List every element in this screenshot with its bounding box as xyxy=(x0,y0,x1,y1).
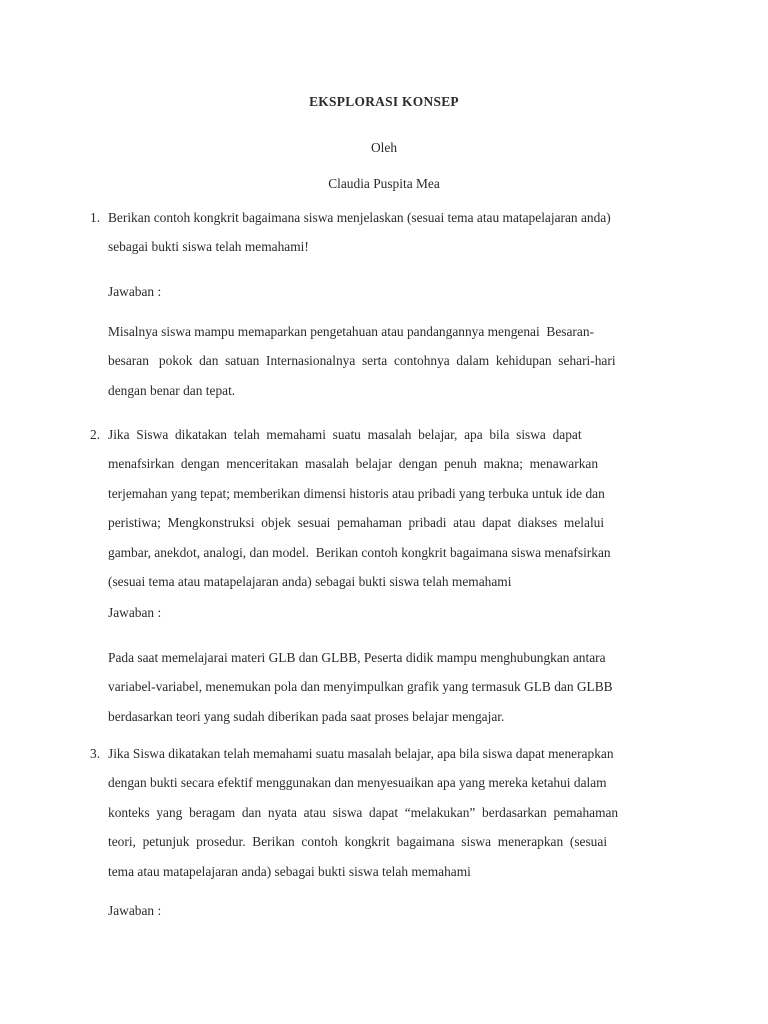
by-label: Oleh xyxy=(370,140,398,155)
answer-1-line: Misalnya siswa mampu memaparkan pengetahuan atau pandangannya mengenai Besaran- xyxy=(108,324,594,339)
question-2-line: gambar, anekdot, analogi, dan model. Berikan contoh kongkrit bagaimana siswa menafsirkan xyxy=(108,544,611,560)
answer-1-text xyxy=(108,317,676,405)
document-title: EKSPLORASI KONSEP xyxy=(309,94,459,109)
question-2-line: (sesuai tema atau matapelajaran anda) sebagai bukti siswa telah memahami xyxy=(108,573,512,589)
document-page: EKSPLORASI KONSEP Oleh Claudia Puspita Mea 1. Berikan contoh kongkrit bagaimana siswa menjelaskan (sesuai tema atau matapelajaran anda) sebagai bukti siswa telah memahami! Jawaban : Misalnya siswa mampu memaparkan pengetahuan atau pandangannya mengenai Besaran- besaran pokok dan satuan Internasionalnya serta contohnya dalam kehidupan sehari-hari dengan benar dan tepat. 2. Jika Siswa dikatakan telah memahami suatu masalah belajar, apa bila siswa dapat menafsirkan dengan menceritakan masalah belajar dengan penuh makna; menawarkan terjemahan yang tepat; memberikan dimensi historis atau pribadi yang terbuka untuk ide dan peristiwa; Mengkonstruksi objek sesuai pemahaman pribadi atau dapat diakses melalui gambar, anekdot, analogi, dan model. Berikan contoh kongkrit bagaimana siswa menafsirkan (sesuai tema atau matapelajaran anda) sebagai bukti siswa telah memahami Jawaban : Pada saat memelajarai materi GLB dan GLBB, Peserta didik mampu menghubungkan antara variabel-variabel, menemukan pola dan menyimpulkan grafik yang termasuk GLB dan GLBB berdasarkan teori yang sudah diberikan pada saat proses belajar mengajar. 3. Jika Siswa dikatakan telah memahami suatu masalah belajar, apa bila siswa dapat menerapkan dengan bukti secara efektif menggunakan dan menyesuaikan apa yang mereka ketahui dalam konteks yang beragam dan nyata atau siswa dapat “melakukan” berdasarkan pemahaman teori, petunjuk prosedur. Berikan contoh kongkrit bagaimana siswa menerapkan (sesuai tema atau matapelajaran anda) sebagai bukti siswa telah memahami Jawaban : xyxy=(0,0,768,1024)
answer-2-line: variabel-variabel, menemukan pola dan menyimpulkan grafik yang termasuk GLB dan GLBB xyxy=(108,679,613,695)
answer-1-line: besaran pokok dan satuan Internasionalnya serta contohnya dalam kehidupan sehari-hari xyxy=(108,353,616,369)
question-1-line: Berikan contoh kongkrit bagaimana siswa menjelaskan (sesuai tema atau matapelajaran anda) xyxy=(108,210,611,225)
answer-2-line: Pada saat memelajarai materi GLB dan GLBB, Peserta didik mampu menghubungkan antara xyxy=(108,650,606,665)
answer-3-label: Jawaban : xyxy=(108,903,162,918)
question-1-line: sebagai bukti siswa telah memahami! xyxy=(108,239,309,255)
question-2-line: terjemahan yang tepat; memberikan dimensi historis atau pribadi yang terbuka untuk ide dan xyxy=(108,485,605,501)
question-3-text xyxy=(108,739,676,886)
question-2-line: peristiwa; Mengkonstruksi objek sesuai pemahaman pribadi atau dapat diakses melalui xyxy=(108,515,605,531)
question-3-line: konteks yang beragam dan nyata atau siswa dapat “melakukan” berdasarkan pemahaman xyxy=(108,804,619,820)
question-3-line: teori, petunjuk prosedur. Berikan contoh kongkrit bagaimana siswa menerapkan (sesuai xyxy=(108,834,608,850)
question-2-text xyxy=(108,420,676,596)
answer-2-line: berdasarkan teori yang sudah diberikan pada saat proses belajar mengajar. xyxy=(108,708,505,724)
question-2-line: menafsirkan dengan menceritakan masalah belajar dengan penuh makna; menawarkan xyxy=(108,456,599,472)
question-2-line: Jika Siswa dikatakan telah memahami suatu masalah belajar, apa bila siswa dapat xyxy=(108,427,582,442)
question-3-line: dengan bukti secara efektif menggunakan dan menyesuaikan apa yang mereka ketahui dalam xyxy=(108,775,607,791)
answer-2-text xyxy=(108,643,676,731)
author-name: Claudia Puspita Mea xyxy=(328,176,440,191)
answer-1-line: dengan benar dan tepat. xyxy=(108,382,236,398)
answer-2-label: Jawaban : xyxy=(108,605,162,620)
question-3-line: tema atau matapelajaran anda) sebagai bukti siswa telah memahami xyxy=(108,863,471,879)
question-1-text xyxy=(108,203,676,262)
answer-1-label: Jawaban : xyxy=(108,284,162,299)
question-3-line: Jika Siswa dikatakan telah memahami suatu masalah belajar, apa bila siswa dapat menerapkan xyxy=(108,746,614,761)
